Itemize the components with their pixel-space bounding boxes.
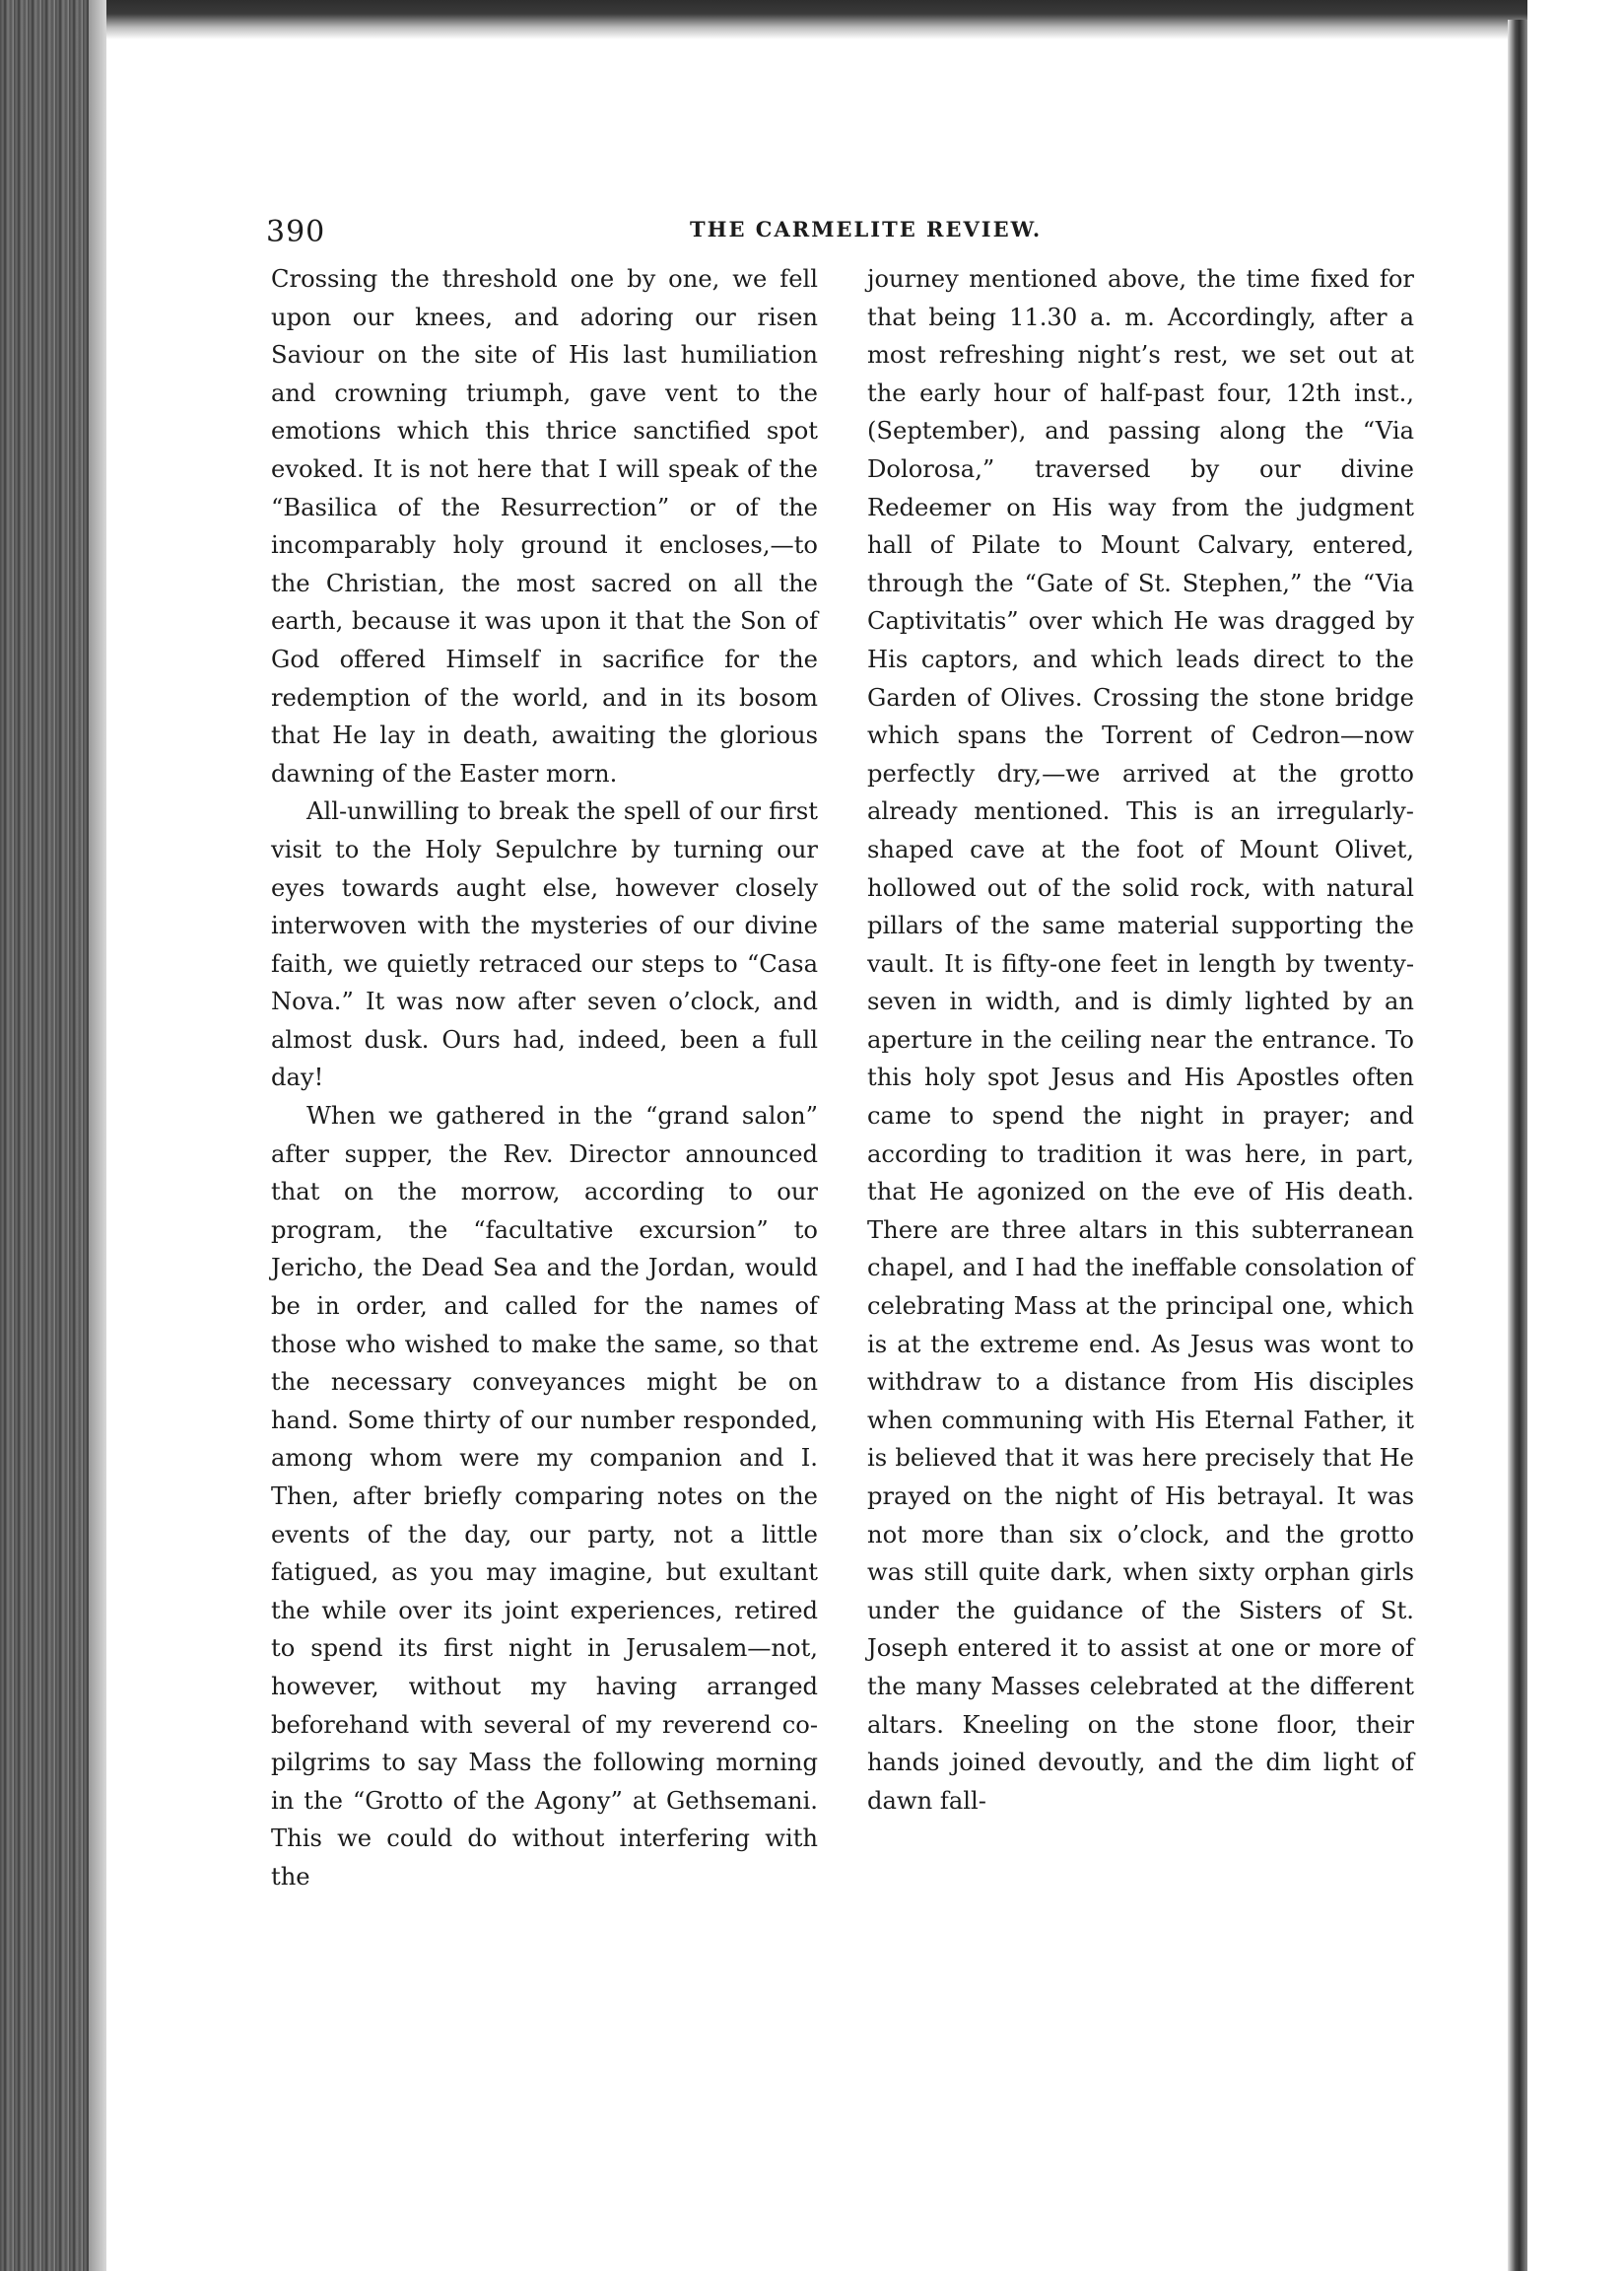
- running-head: [256, 207, 1419, 254]
- page-number: 390: [266, 215, 326, 249]
- running-head-title: THE CARMELITE REVIEW.: [690, 217, 1043, 241]
- book-page: [256, 207, 1419, 1891]
- scan-top-shadow: [106, 0, 1624, 39]
- facing-page-edge: [1508, 20, 1527, 2271]
- paragraph: All-unwilling to break the spell of our first visit to the Holy Sepulchre by turning our eyes towards aught else, however closely interwoven with the mysteries of our divine faith, we quietly retraced our steps to “Casa Nova.” It was now after seven o’clock, and almost dusk. Ours had, indeed, been a full day!: [271, 797, 818, 1092]
- book-spine: [0, 0, 106, 2271]
- margin-strip: [1527, 0, 1624, 2271]
- right-column: [867, 260, 1414, 1820]
- left-column: [271, 260, 818, 1896]
- paragraph: Crossing the threshold one by one, we fell upon our knees, and adoring our risen Saviour on the site of His last humiliation and crowning triumph, gave vent to the emotions which this thrice sanctified spot evoked. It is not here that I will speak of the “Basilica of the Resurrection” or of the incomparably holy ground it encloses,—to the Christian, the most sacred on all the earth, because it was upon it that the Son of God offered Himself in sacrifice for the redemption of the world, and in its bosom that He lay in death, awaiting the glorious dawning of the Easter morn.: [271, 265, 818, 788]
- paragraph: journey mentioned above, the time fixed for that being 11.30 a. m. Accordingly, after a most refreshing night’s rest, we set out at the early hour of half-past four, 12th inst., (September), and passing along the “Via Dolorosa,” traversed by our divine Redeemer on His way from the judgment hall of Pilate to Mount Calvary, entered, through the “Gate of St. Stephen,” the “Via Captivitatis” over which He was dragged by His captors, and which leads direct to the Garden of Olives. Crossing the stone bridge which spans the Torrent of Cedron—now perfectly dry,—we arrived at the grotto already mentioned. This is an irregularly-shaped cave at the foot of Mount Olivet, hollowed out of the solid rock, with natural pillars of the same material supporting the vault. It is fifty-one feet in length by twenty-seven in width, and is dimly lighted by an aperture in the ceiling near the entrance. To this holy spot Jesus and His Apostles often came to spend the night in prayer; and according to tradition it was here, in part, that He agonized on the eve of His death. There are three altars in this subterranean chapel, and I had the ineffable consolation of celebrating Mass at the principal one, which is at the extreme end. As Jesus was wont to withdraw to a distance from His disciples when communing with His Eternal Father, it is believed that it was here precisely that He prayed on the night of His betrayal. It was not more than six o’clock, and the grotto was still quite dark, when sixty orphan girls under the guidance of the Sisters of St. Joseph entered it to assist at one or more of the many Masses celebrated at the different altars. Kneeling on the stone floor, their hands joined devoutly, and the dim light of dawn fall-: [867, 265, 1414, 1815]
- paragraph: When we gathered in the “grand salon” after supper, the Rev. Director announced that on the morrow, according to our program, the “facultative excursion” to Jericho, the Dead Sea and the Jordan, would be in order, and called for the names of those who wished to make the same, so that the necessary conveyances might be on hand. Some thirty of our number responded, among whom were my companion and I. Then, after briefly comparing notes on the events of the day, our party, not a little fatigued, as you may imagine, but exultant the while over its joint experiences, retired to spend its first night in Jerusalem—not, however, without my having arranged beforehand with several of my reverend co-pilgrims to say Mass the following morning in the “Grotto of the Agony” at Gethsemani. This we could do without interfering with the: [271, 1102, 818, 1891]
